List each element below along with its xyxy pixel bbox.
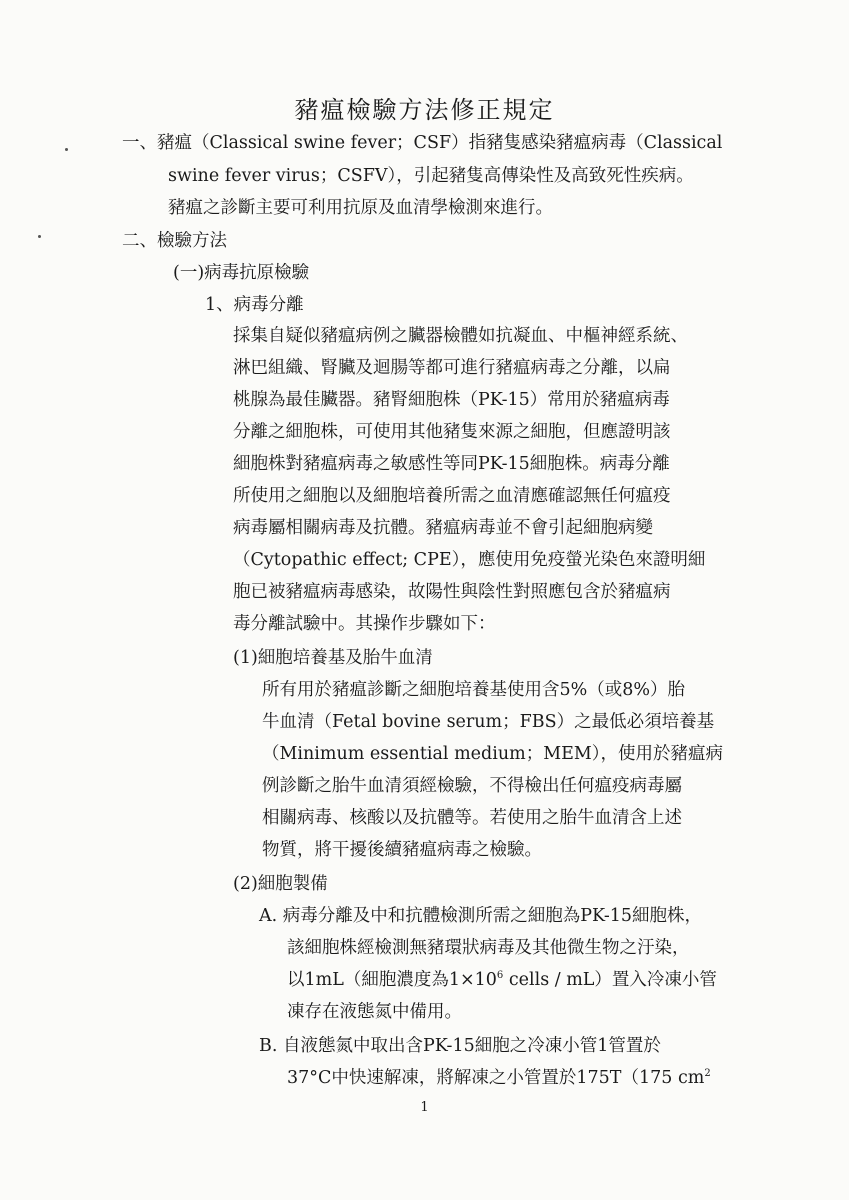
scan-speck	[65, 148, 68, 151]
step-1-line: 相關病毒、核酸以及抗體等。若使用之胎牛血清含上述	[262, 808, 682, 828]
step-2b-line: 37°C中快速解凍，將解凍之小管置於175T（175 $cm^2$	[287, 1068, 711, 1088]
scan-speck	[38, 235, 41, 238]
superscript: 6	[496, 970, 504, 982]
step-2a-line: 該細胞株經檢測無豬環狀病毒及其他微生物之汙染，	[287, 938, 690, 958]
page-title: 豬瘟檢驗方法修正規定	[294, 96, 555, 124]
paragraph-line: 採集自疑似豬瘟病例之臟器檢體如抗凝血、中樞神經系統、	[233, 326, 688, 346]
paragraph-line: 細胞株對豬瘟病毒之敏感性等同PK-15細胞株。病毒分離	[233, 454, 670, 474]
step-2a-line: 以1mL（細胞濃度為$1\times 10^6$ cells / mL）置入冷凍小管	[287, 970, 717, 990]
paragraph-line: 胞已被豬瘟病毒感染，故陽性與陰性對照應包含於豬瘟病	[233, 582, 671, 602]
step-1-heading: (1)細胞培養基及胎牛血清	[233, 648, 433, 668]
section-1-line-3: 豬瘟之診斷主要可利用抗原及血清學檢測來進行。	[168, 198, 553, 218]
paragraph-line: 分離之細胞株，可使用其他豬隻來源之細胞，但應證明該	[233, 422, 671, 442]
subsection-heading: (一)病毒抗原檢驗	[173, 263, 310, 283]
step-2b-line: B. 自液態氮中取出含PK-15細胞之冷凍小管1管置於	[259, 1036, 661, 1056]
paragraph-line: 所使用之細胞以及細胞培養所需之血清應確認無任何瘟疫	[233, 486, 671, 506]
step-1-line: 牛血清（Fetal bovine serum；FBS）之最低必須培養基	[262, 712, 715, 732]
section-1-line-2: swine fever virus；CSFV），引起豬隻高傳染性及高致死性疾病。	[168, 166, 694, 186]
paragraph-line: （Cytopathic effect; CPE），應使用免疫螢光染色來證明細	[233, 550, 706, 570]
superscript: 2	[704, 1068, 711, 1080]
step-2a-line: 凍存在液態氮中備用。	[287, 1002, 462, 1022]
step-1-line: 所有用於豬瘟診斷之細胞培養基使用含5%（或8%）胎	[262, 680, 686, 700]
page-number: 1	[420, 1100, 429, 1115]
paragraph-line: 淋巴組織、腎臟及迴腸等都可進行豬瘟病毒之分離，以扁	[233, 358, 671, 378]
step-1-line: （Minimum essential medium；MEM），使用於豬瘟病	[262, 744, 724, 764]
section-1-line-1: 一、豬瘟（Classical swine fever；CSF）指豬隻感染豬瘟病毒（Classical	[122, 133, 723, 153]
paragraph-line: 桃腺為最佳臟器。豬腎細胞株（PK-15）常用於豬瘟病毒	[233, 390, 670, 410]
paragraph-line: 病毒屬相關病毒及抗體。豬瘟病毒並不會引起細胞病變	[233, 518, 653, 538]
step-1-line: 例診斷之胎牛血清須經檢驗，不得檢出任何瘟疫病毒屬	[262, 776, 682, 796]
section-2-heading: 二、檢驗方法	[122, 231, 227, 251]
item-heading: 1、病毒分離	[205, 295, 304, 315]
step-2-heading: (2)細胞製備	[233, 874, 328, 894]
paragraph-line: 毒分離試驗中。其操作步驟如下：	[233, 614, 496, 634]
step-2a-line: A. 病毒分離及中和抗體檢測所需之細胞為PK-15細胞株，	[259, 906, 703, 926]
step-1-line: 物質，將干擾後續豬瘟病毒之檢驗。	[262, 840, 542, 860]
